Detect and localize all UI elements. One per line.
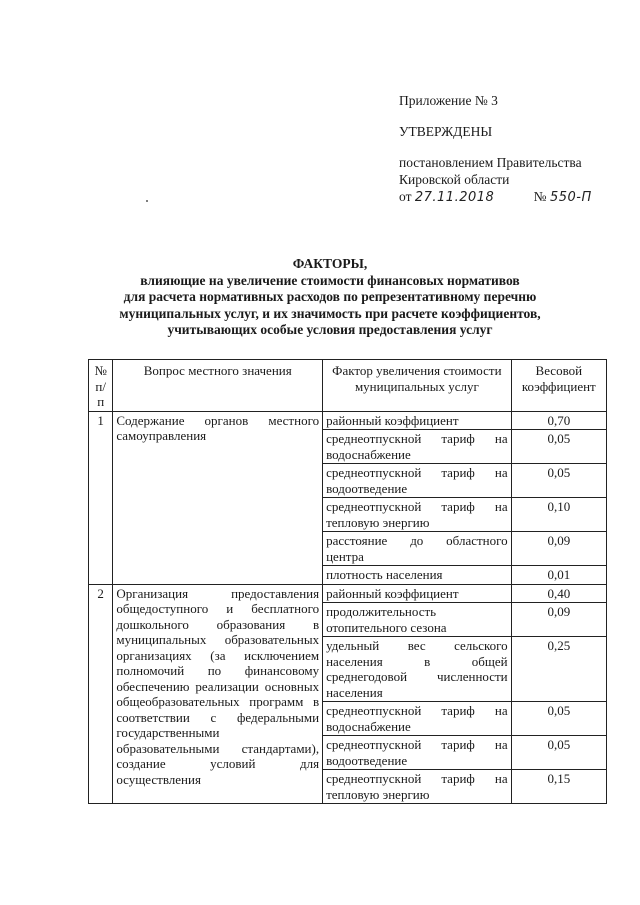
row-number: 1: [89, 411, 113, 584]
header-question: Вопрос местного значения: [113, 360, 323, 412]
factor-cell: плотность населения: [323, 566, 512, 585]
title-subtitle-line: муниципальных услуг, и их значимость при расчете коэффициентов,: [119, 305, 541, 321]
number-prefix: №: [533, 189, 547, 204]
coefficient-cell: 0,40: [511, 584, 606, 603]
coefficient-cell: 0,05: [511, 702, 606, 736]
coefficient-cell: 0,01: [511, 566, 606, 585]
approved-label: УТВЕРЖДЕНЫ: [399, 124, 493, 139]
coefficient-cell: 0,05: [511, 430, 606, 464]
handwritten-date: 27.11.2018: [414, 190, 495, 205]
coefficient-cell: 0,15: [511, 770, 606, 804]
title-subtitle-line: учитывающих особые условия предоставления услуг: [167, 322, 493, 337]
factor-cell: среднеотпускной тариф на водоотведение: [323, 464, 512, 498]
factors-table: [88, 359, 607, 804]
factor-cell: районный коэффициент: [323, 411, 512, 430]
resolution-line-2: Кировской области: [399, 172, 510, 187]
title-subtitle-line: влияющие на увеличение стоимости финансовых нормативов: [140, 272, 520, 288]
factor-cell: среднеотпускной тариф на тепловую энергию: [323, 498, 512, 532]
coefficient-cell: 0,05: [511, 736, 606, 770]
title-heading: ФАКТОРЫ,: [292, 256, 368, 271]
handwritten-number: 550-П: [549, 190, 592, 205]
factor-cell: продолжительность отопительного сезона: [323, 603, 512, 637]
local-question: Организация предоставления общедоступного и бесплатного дошкольного образования в муниципальных образовательных организациях (за исключением полномочий по финансовому обеспечению реализации основных общеобразовательных программ в соответствии с федеральными государственными образовательными стандартами), создание условий для осуществления: [113, 584, 323, 804]
factor-cell: среднеотпускной тариф на водоснабжение: [323, 430, 512, 464]
factor-cell: среднеотпускной тариф на водоотведение: [323, 736, 512, 770]
factor-cell: среднеотпускной тариф на водоснабжение: [323, 702, 512, 736]
local-question: Содержание органов местного самоуправления: [113, 411, 323, 584]
date-prefix: от: [399, 189, 412, 204]
date-number-line: [399, 188, 624, 206]
factor-cell: удельный вес сельского населения в общей среднегодовой численности населения: [323, 637, 512, 702]
header-number: № п/п: [89, 360, 113, 412]
resolution-line-1: постановлением Правительства: [399, 155, 582, 170]
table-header-row: [89, 360, 607, 412]
appendix-label: Приложение № 3: [399, 93, 498, 108]
coefficient-cell: 0,09: [511, 532, 606, 566]
coefficient-cell: 0,09: [511, 603, 606, 637]
coefficient-cell: 0,25: [511, 637, 606, 702]
factor-cell: расстояние до областного центра: [323, 532, 512, 566]
scan-speck: [146, 200, 148, 202]
coefficient-cell: 0,10: [511, 498, 606, 532]
header-factor: Фактор увеличения стоимости муниципальных услуг: [323, 360, 512, 412]
approval-block: [399, 92, 624, 206]
factor-cell: среднеотпускной тариф на тепловую энергию: [323, 770, 512, 804]
title-subtitle-line: для расчета нормативных расходов по репрезентативному перечню: [123, 289, 537, 304]
table-row: [89, 411, 607, 430]
header-coefficient: Весовой коэффициент: [511, 360, 606, 412]
coefficient-cell: 0,70: [511, 411, 606, 430]
table-row: [89, 584, 607, 603]
factor-cell: районный коэффициент: [323, 584, 512, 603]
document-title: [80, 256, 580, 339]
coefficient-cell: 0,05: [511, 464, 606, 498]
row-number: 2: [89, 584, 113, 804]
